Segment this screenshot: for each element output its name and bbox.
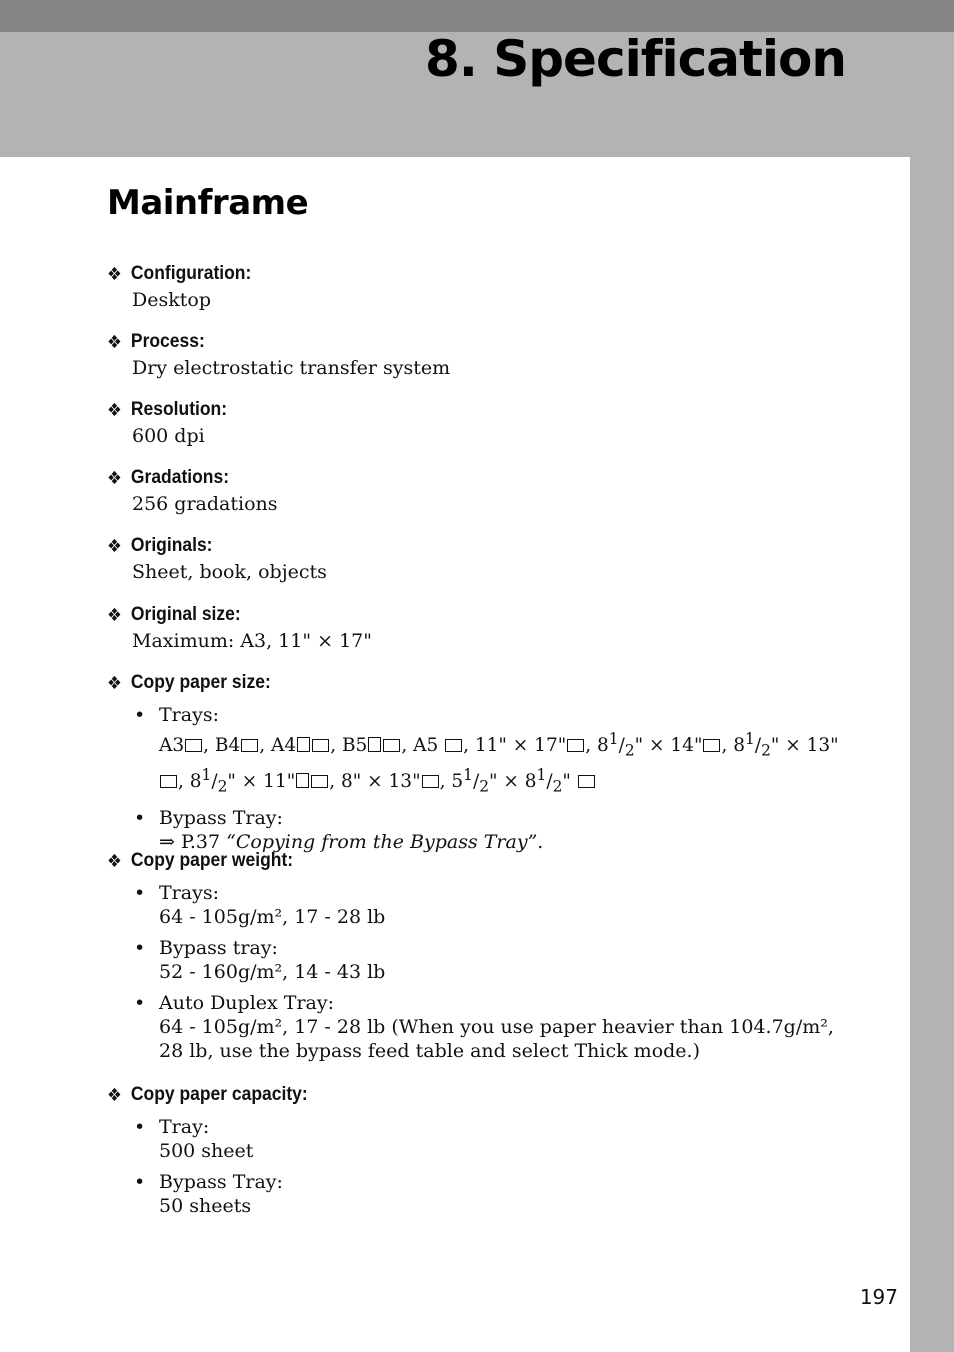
list-item <box>132 991 852 1063</box>
item-value: 64 - 105g/m², 17 - 28 lb (When you use paper heavier than 104.7g/m², 28 lb, use the bypass feed table and select Thick mode.) <box>159 1016 834 1062</box>
spec-original-size <box>107 603 852 653</box>
paper-portrait-icon <box>296 773 309 788</box>
tray-paper-sizes: A3 , B4 , A4 , B5 , A5 , 11" × 17" , $8^1/_2$" × 14" , $8^1/_2$" × 13", $8^1/_2$" × 11" , 8" × 13" , $5^1/_2$" × $8^1/_2$" <box>159 730 839 796</box>
paper-landscape-icon <box>422 775 439 788</box>
list-item <box>132 1115 852 1163</box>
diamond-bullet-icon: ❖ <box>107 468 122 488</box>
item-label: Bypass tray: <box>159 937 278 959</box>
paper-landscape-icon <box>185 739 202 752</box>
paper-landscape-icon <box>578 775 595 788</box>
paper-landscape-icon <box>311 775 328 788</box>
item-value: 50 sheets <box>159 1195 252 1217</box>
bullet-dot: • <box>134 882 146 904</box>
item-label: Trays: <box>159 704 219 726</box>
diamond-bullet-icon: ❖ <box>107 851 122 871</box>
spec-gradations <box>107 466 852 516</box>
spec-value: Maximum: A3, 11" × 17" <box>132 630 373 652</box>
item-label: Trays: <box>159 882 219 904</box>
diamond-bullet-icon: ❖ <box>107 673 122 693</box>
spec-process <box>107 330 852 380</box>
paper-landscape-icon <box>567 739 584 752</box>
page-body <box>0 157 910 1352</box>
spec-label: Copy paper size: <box>130 672 271 693</box>
page-number: 197 <box>859 1285 898 1309</box>
item-value: 52 - 160g/m², 14 - 43 lb <box>159 961 386 983</box>
paper-landscape-icon <box>160 775 177 788</box>
paper-landscape-icon <box>241 739 258 752</box>
spec-originals <box>107 534 852 584</box>
paper-landscape-icon <box>383 739 400 752</box>
reference-suffix: . <box>537 830 544 853</box>
list-item <box>132 703 852 799</box>
diamond-bullet-icon: ❖ <box>107 605 122 625</box>
diamond-bullet-icon: ❖ <box>107 1085 122 1105</box>
chapter-title: 8. Specification <box>425 30 846 88</box>
bullet-dot: • <box>134 1171 146 1193</box>
spec-label: Process: <box>130 331 205 352</box>
spec-copy-paper-size <box>107 671 852 861</box>
spec-copy-paper-capacity <box>107 1083 852 1225</box>
spec-label: Originals: <box>130 535 213 556</box>
list-item <box>132 806 852 854</box>
diamond-bullet-icon: ❖ <box>107 400 122 420</box>
list-item <box>132 936 852 984</box>
spec-label: Gradations: <box>130 467 230 488</box>
spec-configuration <box>107 262 852 312</box>
bullet-dot: • <box>134 937 146 959</box>
paper-portrait-icon <box>297 737 310 752</box>
paper-landscape-icon <box>445 739 462 752</box>
reference-title: “Copying from the Bypass Tray” <box>226 830 538 853</box>
item-value: 64 - 105g/m², 17 - 28 lb <box>159 906 386 928</box>
spec-label: Configuration: <box>130 263 252 284</box>
diamond-bullet-icon: ❖ <box>107 536 122 556</box>
spec-label: Copy paper capacity: <box>130 1084 308 1105</box>
item-label: Bypass Tray: <box>159 806 283 829</box>
bullet-dot: • <box>134 704 146 726</box>
spec-resolution <box>107 398 852 448</box>
paper-landscape-icon <box>312 739 329 752</box>
paper-landscape-icon <box>703 739 720 752</box>
diamond-bullet-icon: ❖ <box>107 264 122 284</box>
top-bar <box>0 0 954 32</box>
item-label: Bypass Tray: <box>159 1171 283 1193</box>
item-value: 500 sheet <box>159 1140 254 1162</box>
spec-value: 600 dpi <box>132 425 205 447</box>
bullet-dot: • <box>134 806 146 829</box>
spec-value: Desktop <box>132 289 211 311</box>
spec-label: Original size: <box>130 604 241 625</box>
diamond-bullet-icon: ❖ <box>107 332 122 352</box>
section-title: Mainframe <box>107 183 309 223</box>
bullet-dot: • <box>134 992 146 1014</box>
item-label: Auto Duplex Tray: <box>159 992 334 1014</box>
reference-arrow-page: ⇒ P.37 <box>159 830 227 853</box>
bullet-dot: • <box>134 1116 146 1138</box>
spec-label: Copy paper weight: <box>130 850 294 871</box>
spec-value: 256 gradations <box>132 493 278 515</box>
spec-value: Sheet, book, objects <box>132 561 327 583</box>
spec-label: Resolution: <box>130 399 228 420</box>
item-label: Tray: <box>159 1116 210 1138</box>
list-item <box>132 1170 852 1218</box>
spec-value: Dry electrostatic transfer system <box>132 357 451 379</box>
list-item <box>132 881 852 929</box>
spec-copy-paper-weight <box>107 849 852 1070</box>
paper-portrait-icon <box>368 737 381 752</box>
